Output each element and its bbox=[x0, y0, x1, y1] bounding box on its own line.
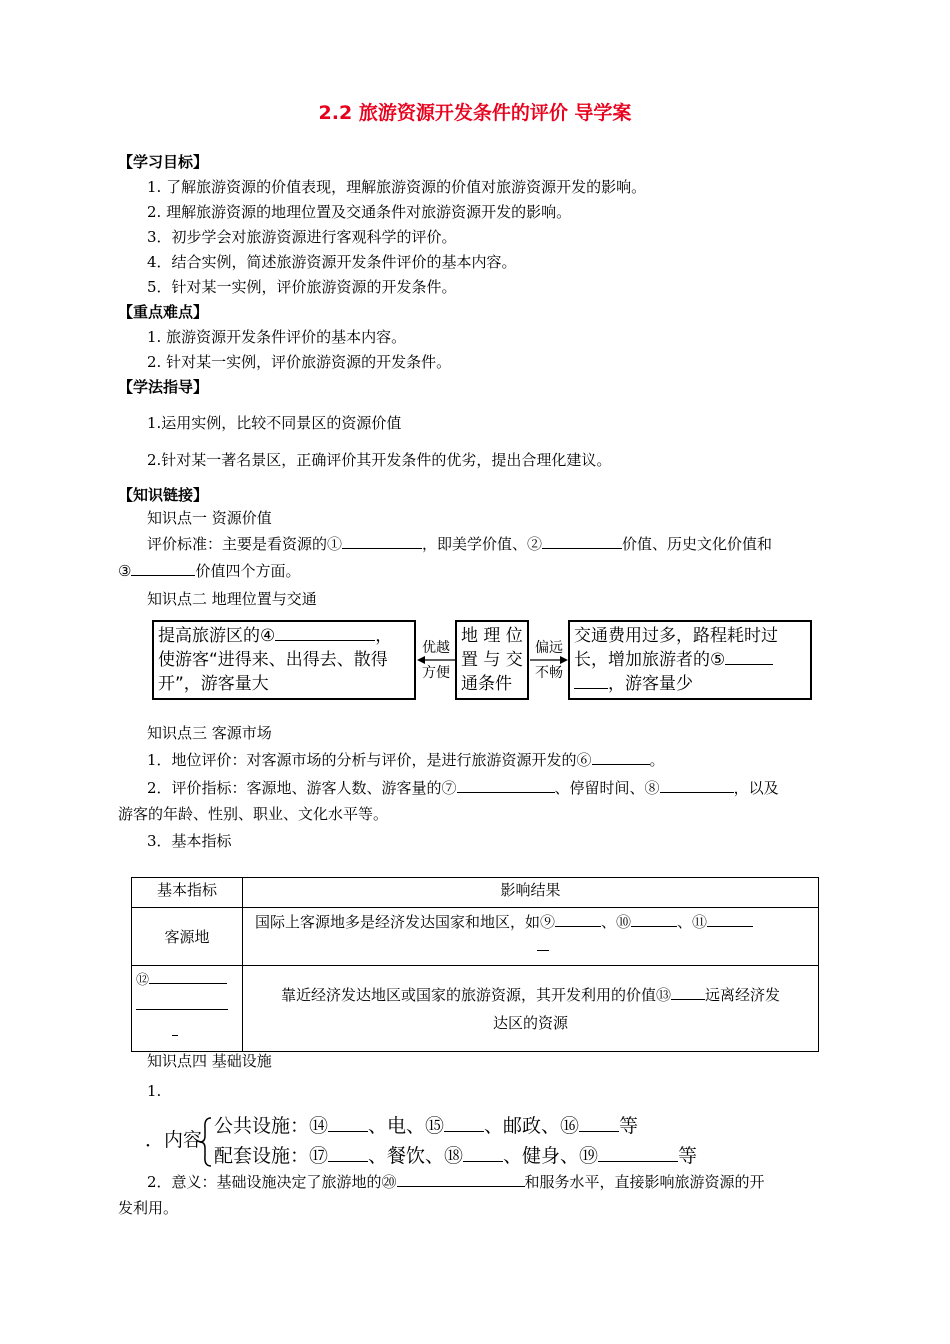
blank-11[interactable] bbox=[707, 912, 753, 927]
table-header-cell: 基本指标 bbox=[132, 878, 243, 908]
table-cell-distance-effect bbox=[243, 966, 819, 1052]
blank-12-end[interactable] bbox=[172, 1021, 178, 1036]
kp2-left-text: 提高旅游区的④ bbox=[158, 626, 276, 646]
method-heading: 【学法指导】 bbox=[118, 378, 209, 396]
infra-text: 公共设施：⑭ bbox=[214, 1115, 329, 1137]
infra-text: 等 bbox=[619, 1115, 639, 1137]
kp2-mid-text: 置 与 交 bbox=[461, 650, 523, 670]
method-item: 2.针对某一著名景区，正确评价其开发条件的优劣，提出合理化建议。 bbox=[147, 451, 612, 469]
indicator-table bbox=[131, 877, 819, 1052]
key-item: 1. 旅游资源开发条件评价的基本内容。 bbox=[147, 328, 407, 346]
brace-icon bbox=[199, 1116, 213, 1168]
infra-text: 等 bbox=[678, 1145, 698, 1167]
kp2-left-text: ， bbox=[375, 626, 393, 646]
blank-14[interactable] bbox=[328, 1113, 368, 1132]
table-text: 、⑪ bbox=[677, 913, 708, 931]
goal-item: 2. 理解旅游资源的地理位置及交通条件对旅游资源开发的影响。 bbox=[147, 203, 572, 221]
kp1-text: ③ bbox=[118, 562, 132, 580]
blank-5[interactable] bbox=[725, 648, 773, 665]
kp4-item2-cont: 发利用。 bbox=[118, 1199, 179, 1217]
blank-12-cont[interactable] bbox=[136, 995, 228, 1010]
table-cell-origin-effect bbox=[243, 908, 819, 966]
kp1-line1 bbox=[147, 534, 772, 553]
table-text: 靠近经济发达地区或国家的旅游资源，其开发利用的价值⑬ bbox=[280, 985, 671, 1004]
key-heading: 【重点难点】 bbox=[118, 303, 209, 321]
table-cell-blank-label bbox=[132, 966, 243, 1052]
page-title: 2.2 旅游资源开发条件的评价 导学案 bbox=[318, 102, 632, 124]
blank-10[interactable] bbox=[631, 912, 677, 927]
kp2-mid-text: 地 理 位 bbox=[461, 626, 523, 646]
kp3-text: ，以及 bbox=[733, 779, 779, 797]
kp2-right-text: 交通费用过多，路程耗时过 bbox=[574, 626, 778, 646]
kp2-left-arrow-label-bottom: 方便 bbox=[422, 665, 450, 681]
blank-4[interactable] bbox=[275, 624, 375, 641]
table-text: 、⑩ bbox=[601, 913, 632, 931]
kp1-text: ，即美学价值、② bbox=[422, 535, 543, 553]
kp3-text: 。 bbox=[649, 751, 665, 769]
kp4-text: 2．意义：基础设施决定了旅游地的⑳ bbox=[147, 1173, 397, 1191]
public-facilities bbox=[214, 1113, 638, 1138]
right-arrow-icon bbox=[530, 654, 568, 666]
blank-11-cont[interactable] bbox=[537, 936, 549, 951]
kp2-left-text: 使游客“进得来、出得去、散得 bbox=[158, 650, 388, 670]
left-arrow-icon bbox=[417, 654, 455, 666]
kp4-item1: 1. bbox=[147, 1082, 162, 1100]
kp3-text: 2．评价指标：客源地、游客人数、游客量的⑦ bbox=[147, 779, 457, 797]
blank-2[interactable] bbox=[542, 534, 622, 549]
kp3-title: 知识点三 客源市场 bbox=[147, 724, 272, 742]
infra-text: 、邮政、⑯ bbox=[484, 1115, 580, 1137]
kp2-right-arrow-label-top: 偏远 bbox=[535, 640, 563, 656]
kp2-right-text: ，游客量少 bbox=[608, 674, 693, 694]
blank-9[interactable] bbox=[555, 912, 601, 927]
table-header-cell: 影响结果 bbox=[243, 878, 819, 908]
link-heading: 【知识链接】 bbox=[118, 486, 209, 504]
kp2-left-box bbox=[152, 620, 416, 700]
table-row bbox=[132, 908, 819, 966]
kp2-right-box bbox=[568, 620, 812, 700]
blank-12[interactable] bbox=[149, 969, 227, 984]
method-item: 1.运用实例，比较不同景区的资源价值 bbox=[147, 414, 402, 432]
infra-text: 、电、⑮ bbox=[368, 1115, 445, 1137]
blank-16[interactable] bbox=[579, 1113, 619, 1132]
kp2-left-text: 开”，游客量大 bbox=[158, 674, 269, 694]
goal-item: 4．结合实例，简述旅游资源开发条件评价的基本内容。 bbox=[147, 253, 517, 271]
infra-text: 、餐饮、⑱ bbox=[368, 1145, 464, 1167]
blank-20[interactable] bbox=[397, 1172, 525, 1187]
blank-1[interactable] bbox=[342, 534, 422, 549]
kp3-item2 bbox=[147, 778, 779, 797]
goal-item: 5．针对某一实例，评价旅游资源的开发条件。 bbox=[147, 278, 457, 296]
kp1-line2 bbox=[118, 561, 300, 580]
kp2-title: 知识点二 地理位置与交通 bbox=[147, 590, 317, 608]
table-text: 国际上客源地多是经济发达国家和地区，如⑨ bbox=[255, 913, 556, 931]
kp3-item1 bbox=[147, 750, 665, 769]
kp2-right-arrow-label-bottom: 不畅 bbox=[535, 665, 563, 681]
blank-3[interactable] bbox=[131, 561, 195, 576]
blank-18[interactable] bbox=[463, 1143, 503, 1162]
goals-heading: 【学习目标】 bbox=[118, 153, 209, 171]
table-text: 远离经济发 bbox=[705, 985, 781, 1004]
support-facilities bbox=[214, 1143, 697, 1168]
table-cell-origin: 客源地 bbox=[132, 908, 243, 966]
blank-5-cont[interactable] bbox=[574, 672, 608, 689]
kp1-title: 知识点一 资源价值 bbox=[147, 509, 272, 527]
blank-17[interactable] bbox=[328, 1143, 368, 1162]
blank-19[interactable] bbox=[598, 1143, 678, 1162]
kp4-title: 知识点四 基础设施 bbox=[147, 1052, 272, 1070]
kp2-left-arrow-label-top: 优越 bbox=[422, 640, 450, 656]
table-text: 达区的资源 bbox=[492, 1013, 568, 1032]
infra-text: 、健身、⑲ bbox=[503, 1145, 599, 1167]
kp3-text: 、停留时间、⑧ bbox=[554, 779, 660, 797]
kp2-mid-text: 通条件 bbox=[461, 674, 512, 694]
kp1-text: 评价标准：主要是看资源的① bbox=[147, 535, 343, 553]
key-item: 2. 针对某一实例，评价旅游资源的开发条件。 bbox=[147, 353, 452, 371]
infra-text: 配套设施：⑰ bbox=[214, 1145, 329, 1167]
kp1-text: 价值四个方面。 bbox=[195, 562, 301, 580]
kp3-item2-cont: 游客的年龄、性别、职业、文化水平等。 bbox=[118, 805, 389, 823]
blank-13[interactable] bbox=[671, 985, 705, 1000]
blank-7[interactable] bbox=[457, 778, 555, 793]
table-row bbox=[132, 878, 819, 908]
kp1-text: 价值、历史文化价值和 bbox=[622, 535, 773, 553]
kp4-text: 和服务水平，直接影响旅游资源的开 bbox=[524, 1173, 765, 1191]
kp3-item3: 3．基本指标 bbox=[147, 832, 232, 850]
kp3-text: 1．地位评价：对客源市场的分析与评价，是进行旅游资源开发的⑥ bbox=[147, 751, 592, 769]
table-row bbox=[132, 966, 819, 1052]
goal-item: 1. 了解旅游资源的价值表现，理解旅游资源的价值对旅游资源开发的影响。 bbox=[147, 178, 647, 196]
content-label: ．内容 bbox=[145, 1129, 203, 1151]
goal-item: 3．初步学会对旅游资源进行客观科学的评价。 bbox=[147, 228, 457, 246]
kp2-middle-box bbox=[455, 620, 529, 700]
blank-15[interactable] bbox=[444, 1113, 484, 1132]
blank-6[interactable] bbox=[592, 750, 650, 765]
blank-8[interactable] bbox=[660, 778, 734, 793]
kp2-right-text: 长，增加旅游者的⑤ bbox=[574, 650, 726, 670]
kp4-item2 bbox=[147, 1172, 765, 1191]
table-text: ⑫ bbox=[136, 973, 150, 988]
